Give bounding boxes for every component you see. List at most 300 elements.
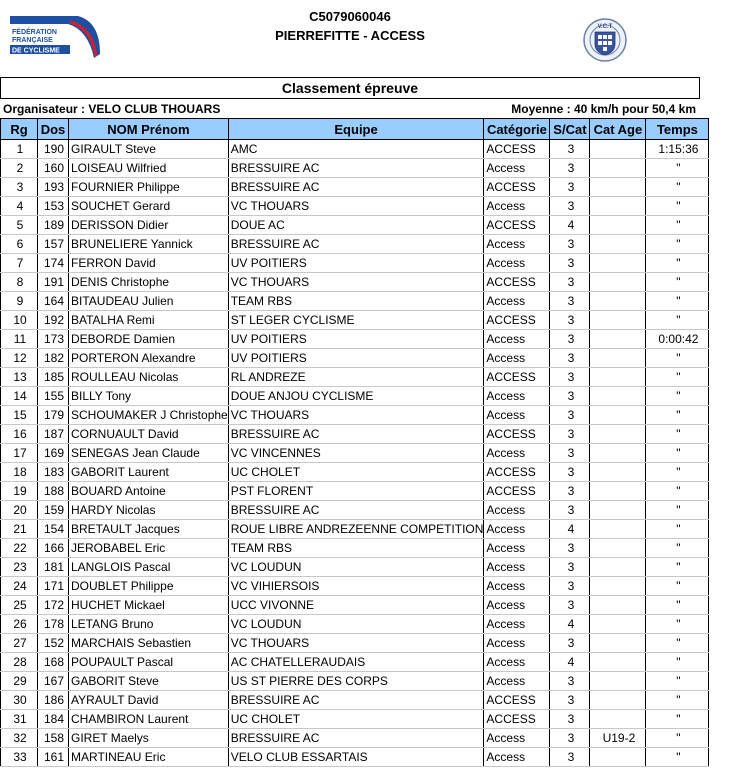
cell-time: ": [646, 235, 709, 254]
cell-category: Access: [484, 292, 550, 311]
table-row: [1, 444, 709, 463]
cell-rank: 21: [1, 520, 38, 539]
cell-name: LOISEAU Wilfried: [69, 159, 229, 178]
cell-age-category: [590, 368, 646, 387]
cell-age-category: [590, 672, 646, 691]
cell-team: DOUE ANJOU CYCLISME: [228, 387, 484, 406]
cell-category: Access: [484, 520, 550, 539]
cell-bib: 191: [38, 273, 69, 292]
cell-team: VC LOUDUN: [228, 558, 484, 577]
cell-bib: 171: [38, 577, 69, 596]
cell-name: PORTERON Alexandre: [69, 349, 229, 368]
cell-bib: 187: [38, 425, 69, 444]
cell-time: ": [646, 577, 709, 596]
average-speed-label: Moyenne : 40 km/h pour 50,4 km: [511, 102, 696, 116]
cell-name: CORNUAULT David: [69, 425, 229, 444]
table-row: [1, 216, 709, 235]
ffc-logo-line-2: FRANÇAISE: [12, 37, 53, 44]
cell-category: Access: [484, 349, 550, 368]
ffc-logo-line-3: DE CYCLISME: [12, 47, 60, 55]
cell-rank: 6: [1, 235, 38, 254]
cell-team: BRESSUIRE AC: [228, 729, 484, 748]
cell-age-category: U19-2: [590, 729, 646, 748]
cell-bib: 178: [38, 615, 69, 634]
cell-bib: 168: [38, 653, 69, 672]
cell-category: ACCESS: [484, 216, 550, 235]
cell-age-category: [590, 577, 646, 596]
cell-team: RL ANDREZE: [228, 368, 484, 387]
cell-team: VC VINCENNES: [228, 444, 484, 463]
cell-team: VC THOUARS: [228, 406, 484, 425]
cell-name: SENEGAS Jean Claude: [69, 444, 229, 463]
cell-category: Access: [484, 539, 550, 558]
cell-category: Access: [484, 672, 550, 691]
cell-team: UCC VIVONNE: [228, 596, 484, 615]
race-name: PIERREFITTE - ACCESS: [275, 28, 425, 43]
cell-time: 1:15:36: [646, 140, 709, 159]
cell-rank: 15: [1, 406, 38, 425]
cell-rank: 10: [1, 311, 38, 330]
cell-age-category: [590, 444, 646, 463]
cell-rank: 3: [1, 178, 38, 197]
table-row: [1, 634, 709, 653]
cell-name: BITAUDEAU Julien: [69, 292, 229, 311]
cell-age-category: [590, 520, 646, 539]
cell-age-category: [590, 710, 646, 729]
cell-team: AMC: [228, 140, 484, 159]
cell-team: BRESSUIRE AC: [228, 159, 484, 178]
cell-bib: 192: [38, 311, 69, 330]
cell-age-category: [590, 482, 646, 501]
cell-category: Access: [484, 729, 550, 748]
cell-team: PST FLORENT: [228, 482, 484, 501]
cell-name: HARDY Nicolas: [69, 501, 229, 520]
cell-time: ": [646, 482, 709, 501]
cell-time: ": [646, 653, 709, 672]
cell-category: Access: [484, 254, 550, 273]
cell-age-category: [590, 330, 646, 349]
cell-category: Access: [484, 558, 550, 577]
table-row: [1, 501, 709, 520]
cell-subcategory: 3: [550, 235, 590, 254]
cell-subcategory: 3: [550, 178, 590, 197]
cell-team: AC CHATELLERAUDAIS: [228, 653, 484, 672]
table-row: [1, 596, 709, 615]
table-row: [1, 577, 709, 596]
cell-category: Access: [484, 596, 550, 615]
cell-name: GIRAULT Steve: [69, 140, 229, 159]
cell-subcategory: 3: [550, 539, 590, 558]
cell-bib: 179: [38, 406, 69, 425]
cell-name: MARCHAIS Sebastien: [69, 634, 229, 653]
cell-name: BOUARD Antoine: [69, 482, 229, 501]
cell-time: ": [646, 254, 709, 273]
race-code: C5079060046: [309, 9, 391, 24]
table-row: [1, 349, 709, 368]
cell-time: ": [646, 748, 709, 767]
cell-age-category: [590, 596, 646, 615]
cell-time: ": [646, 292, 709, 311]
column-header-time: Temps: [646, 119, 709, 140]
cell-bib: 188: [38, 482, 69, 501]
cell-subcategory: 3: [550, 406, 590, 425]
cell-team: UV POITIERS: [228, 254, 484, 273]
cell-category: Access: [484, 406, 550, 425]
cell-name: SOUCHET Gerard: [69, 197, 229, 216]
cell-time: ": [646, 672, 709, 691]
cell-rank: 17: [1, 444, 38, 463]
cell-subcategory: 3: [550, 368, 590, 387]
cell-subcategory: 3: [550, 634, 590, 653]
table-row: [1, 140, 709, 159]
cell-time: ": [646, 520, 709, 539]
cell-team: BRESSUIRE AC: [228, 501, 484, 520]
cell-subcategory: 3: [550, 577, 590, 596]
cell-subcategory: 3: [550, 558, 590, 577]
table-row: [1, 710, 709, 729]
table-row: [1, 748, 709, 767]
cell-time: ": [646, 387, 709, 406]
cell-name: BRETAULT Jacques: [69, 520, 229, 539]
cell-time: ": [646, 501, 709, 520]
cell-bib: 182: [38, 349, 69, 368]
cell-rank: 20: [1, 501, 38, 520]
table-row: [1, 672, 709, 691]
cell-rank: 12: [1, 349, 38, 368]
cell-rank: 2: [1, 159, 38, 178]
document-header: [0, 0, 743, 74]
cell-team: BRESSUIRE AC: [228, 425, 484, 444]
cell-category: Access: [484, 330, 550, 349]
cell-age-category: [590, 691, 646, 710]
cell-subcategory: 3: [550, 292, 590, 311]
cell-time: ": [646, 729, 709, 748]
cell-age-category: [590, 463, 646, 482]
cell-bib: 173: [38, 330, 69, 349]
table-row: [1, 425, 709, 444]
cell-time: ": [646, 273, 709, 292]
cell-team: VC THOUARS: [228, 634, 484, 653]
cell-rank: 14: [1, 387, 38, 406]
table-row: [1, 615, 709, 634]
cell-bib: 155: [38, 387, 69, 406]
cell-age-category: [590, 292, 646, 311]
cell-team: ST LEGER CYCLISME: [228, 311, 484, 330]
cell-name: ROULLEAU Nicolas: [69, 368, 229, 387]
cell-subcategory: 3: [550, 140, 590, 159]
cell-age-category: [590, 653, 646, 672]
cell-team: VC VIHIERSOIS: [228, 577, 484, 596]
column-header-subcategory: S/Cat: [550, 119, 590, 140]
cell-subcategory: 4: [550, 216, 590, 235]
cell-age-category: [590, 387, 646, 406]
cell-category: Access: [484, 634, 550, 653]
cell-subcategory: 3: [550, 425, 590, 444]
cell-name: BILLY Tony: [69, 387, 229, 406]
cell-subcategory: 3: [550, 482, 590, 501]
cell-name: DEBORDE Damien: [69, 330, 229, 349]
table-row: [1, 197, 709, 216]
cell-time: ": [646, 558, 709, 577]
table-row: [1, 691, 709, 710]
cell-category: ACCESS: [484, 463, 550, 482]
cell-age-category: [590, 273, 646, 292]
cell-category: Access: [484, 159, 550, 178]
cell-bib: 160: [38, 159, 69, 178]
cell-rank: 13: [1, 368, 38, 387]
cell-time: ": [646, 197, 709, 216]
cell-age-category: [590, 254, 646, 273]
cell-rank: 22: [1, 539, 38, 558]
column-header-bib: Dos: [38, 119, 69, 140]
cell-team: VC LOUDUN: [228, 615, 484, 634]
cell-rank: 24: [1, 577, 38, 596]
cell-bib: 193: [38, 178, 69, 197]
cell-bib: 174: [38, 254, 69, 273]
cell-time: ": [646, 406, 709, 425]
cell-name: MARTINEAU Eric: [69, 748, 229, 767]
column-header-name: NOM Prénom: [69, 119, 229, 140]
cell-age-category: [590, 748, 646, 767]
cell-subcategory: 4: [550, 615, 590, 634]
cell-age-category: [590, 178, 646, 197]
cell-subcategory: 3: [550, 463, 590, 482]
cell-category: ACCESS: [484, 178, 550, 197]
cell-subcategory: 3: [550, 691, 590, 710]
cell-time: ": [646, 596, 709, 615]
vct-club-logo: [582, 17, 628, 63]
cell-category: Access: [484, 577, 550, 596]
cell-category: ACCESS: [484, 368, 550, 387]
cell-name: POUPAULT Pascal: [69, 653, 229, 672]
cell-bib: 158: [38, 729, 69, 748]
cell-age-category: [590, 558, 646, 577]
cell-category: Access: [484, 444, 550, 463]
cell-rank: 23: [1, 558, 38, 577]
cell-subcategory: 3: [550, 254, 590, 273]
cell-name: FERRON David: [69, 254, 229, 273]
ffc-logo: [8, 14, 104, 60]
table-row: [1, 729, 709, 748]
table-row: [1, 482, 709, 501]
cell-name: SCHOUMAKER J Christophe: [69, 406, 229, 425]
cell-category: ACCESS: [484, 710, 550, 729]
cell-subcategory: 3: [550, 311, 590, 330]
column-header-category: Catégorie: [484, 119, 550, 140]
cell-name: GABORIT Laurent: [69, 463, 229, 482]
cell-team: UV POITIERS: [228, 349, 484, 368]
table-row: [1, 368, 709, 387]
cell-category: Access: [484, 197, 550, 216]
cell-rank: 1: [1, 140, 38, 159]
cell-team: ROUE LIBRE ANDREZEENNE COMPETITION: [228, 520, 484, 539]
table-row: [1, 254, 709, 273]
cell-bib: 183: [38, 463, 69, 482]
table-row: [1, 235, 709, 254]
cell-rank: 33: [1, 748, 38, 767]
cell-name: GABORIT Steve: [69, 672, 229, 691]
cell-time: ": [646, 216, 709, 235]
cell-name: BRUNELIERE Yannick: [69, 235, 229, 254]
cell-time: ": [646, 349, 709, 368]
cell-bib: 159: [38, 501, 69, 520]
cell-rank: 29: [1, 672, 38, 691]
cell-subcategory: 3: [550, 159, 590, 178]
cell-bib: 154: [38, 520, 69, 539]
cell-subcategory: 4: [550, 520, 590, 539]
table-row: [1, 653, 709, 672]
results-table-header: [1, 119, 709, 140]
cell-bib: 190: [38, 140, 69, 159]
cell-time: ": [646, 710, 709, 729]
cell-age-category: [590, 235, 646, 254]
cell-rank: 27: [1, 634, 38, 653]
cell-name: DOUBLET Philippe: [69, 577, 229, 596]
cell-subcategory: 3: [550, 197, 590, 216]
cell-time: ": [646, 615, 709, 634]
cell-age-category: [590, 425, 646, 444]
cell-age-category: [590, 140, 646, 159]
cell-bib: 189: [38, 216, 69, 235]
cell-age-category: [590, 311, 646, 330]
cell-bib: 184: [38, 710, 69, 729]
cell-name: HUCHET Mickael: [69, 596, 229, 615]
cell-team: VC THOUARS: [228, 197, 484, 216]
cell-category: ACCESS: [484, 140, 550, 159]
cell-subcategory: 3: [550, 748, 590, 767]
cell-age-category: [590, 539, 646, 558]
cell-subcategory: 3: [550, 349, 590, 368]
cell-name: JEROBABEL Eric: [69, 539, 229, 558]
cell-rank: 5: [1, 216, 38, 235]
vct-logo-text: V.C.T: [597, 24, 613, 30]
table-row: [1, 273, 709, 292]
table-row: [1, 311, 709, 330]
cell-rank: 30: [1, 691, 38, 710]
cell-name: DERISSON Didier: [69, 216, 229, 235]
cell-bib: 172: [38, 596, 69, 615]
cell-bib: 186: [38, 691, 69, 710]
cell-time: ": [646, 425, 709, 444]
cell-rank: 19: [1, 482, 38, 501]
cell-time: ": [646, 159, 709, 178]
cell-bib: 153: [38, 197, 69, 216]
cell-subcategory: 4: [550, 653, 590, 672]
cell-subcategory: 3: [550, 710, 590, 729]
cell-subcategory: 3: [550, 387, 590, 406]
cell-category: ACCESS: [484, 273, 550, 292]
cell-bib: 185: [38, 368, 69, 387]
cell-team: TEAM RBS: [228, 539, 484, 558]
cell-subcategory: 3: [550, 501, 590, 520]
cell-time: ": [646, 368, 709, 387]
cell-subcategory: 3: [550, 672, 590, 691]
cell-bib: 169: [38, 444, 69, 463]
cell-time: ": [646, 463, 709, 482]
cell-team: DOUE AC: [228, 216, 484, 235]
table-row: [1, 330, 709, 349]
race-info-row: [0, 100, 698, 117]
cell-rank: 9: [1, 292, 38, 311]
cell-name: LANGLOIS Pascal: [69, 558, 229, 577]
results-table: [0, 118, 709, 767]
cell-subcategory: 3: [550, 729, 590, 748]
cell-name: DENIS Christophe: [69, 273, 229, 292]
cell-time: ": [646, 311, 709, 330]
results-table-body: [1, 140, 709, 767]
organizer-label: Organisateur : VELO CLUB THOUARS: [3, 102, 221, 116]
cell-name: AYRAULT David: [69, 691, 229, 710]
cell-name: BATALHA Remi: [69, 311, 229, 330]
cell-time: ": [646, 178, 709, 197]
cell-category: Access: [484, 653, 550, 672]
cell-category: ACCESS: [484, 425, 550, 444]
cell-bib: 167: [38, 672, 69, 691]
cell-bib: 181: [38, 558, 69, 577]
cell-rank: 28: [1, 653, 38, 672]
cell-bib: 164: [38, 292, 69, 311]
cell-age-category: [590, 406, 646, 425]
cell-rank: 7: [1, 254, 38, 273]
cell-rank: 31: [1, 710, 38, 729]
cell-rank: 4: [1, 197, 38, 216]
cell-team: VELO CLUB ESSARTAIS: [228, 748, 484, 767]
table-row: [1, 178, 709, 197]
cell-team: BRESSUIRE AC: [228, 691, 484, 710]
cell-subcategory: 3: [550, 444, 590, 463]
cell-name: FOURNIER Philippe: [69, 178, 229, 197]
cell-team: VC THOUARS: [228, 273, 484, 292]
ffc-logo-line-1: FÉDÉRATION: [12, 29, 57, 36]
cell-team: BRESSUIRE AC: [228, 235, 484, 254]
cell-subcategory: 3: [550, 596, 590, 615]
cell-category: ACCESS: [484, 311, 550, 330]
cell-category: ACCESS: [484, 482, 550, 501]
cell-time: ": [646, 444, 709, 463]
cell-age-category: [590, 159, 646, 178]
cell-subcategory: 3: [550, 330, 590, 349]
ranking-title: Classement épreuve: [0, 77, 700, 99]
cell-category: Access: [484, 501, 550, 520]
table-row: [1, 520, 709, 539]
cell-rank: 26: [1, 615, 38, 634]
cell-category: Access: [484, 235, 550, 254]
cell-age-category: [590, 197, 646, 216]
cell-rank: 16: [1, 425, 38, 444]
cell-rank: 8: [1, 273, 38, 292]
cell-time: ": [646, 634, 709, 653]
cell-rank: 25: [1, 596, 38, 615]
cell-name: GIRET Maelys: [69, 729, 229, 748]
cell-rank: 18: [1, 463, 38, 482]
cell-bib: 152: [38, 634, 69, 653]
cell-rank: 32: [1, 729, 38, 748]
cell-time: 0:00:42: [646, 330, 709, 349]
table-row: [1, 406, 709, 425]
table-row: [1, 463, 709, 482]
cell-age-category: [590, 216, 646, 235]
cell-bib: 161: [38, 748, 69, 767]
cell-time: ": [646, 691, 709, 710]
cell-age-category: [590, 634, 646, 653]
table-row: [1, 558, 709, 577]
cell-team: UC CHOLET: [228, 710, 484, 729]
cell-subcategory: 3: [550, 273, 590, 292]
table-row: [1, 159, 709, 178]
cell-rank: 11: [1, 330, 38, 349]
cell-team: US ST PIERRE DES CORPS: [228, 672, 484, 691]
cell-bib: 166: [38, 539, 69, 558]
